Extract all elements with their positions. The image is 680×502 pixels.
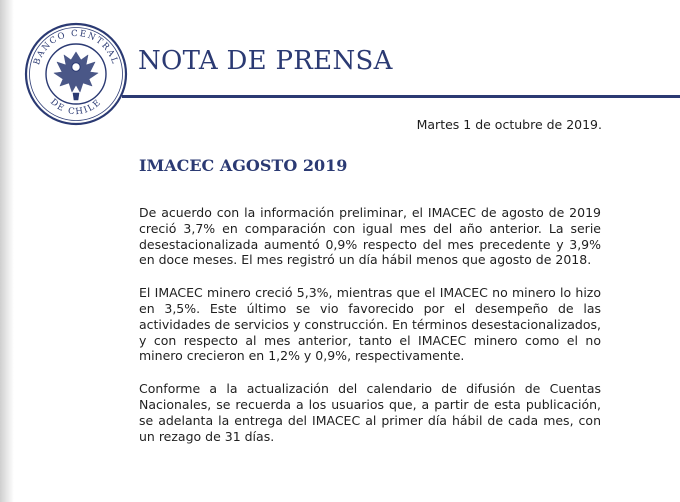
paragraph: Conforme a la actualización del calendario de difusión de Cuentas Nacionales, se recuerda a los usuarios que, a partir de esta publicación, se adelanta la entrega del IMACEC al primer día hábil de cada mes, con un rezago de 31 días. bbox=[139, 381, 601, 444]
release-date: Martes 1 de octubre de 2019. bbox=[416, 117, 602, 132]
body-text bbox=[139, 205, 601, 461]
press-release-title: NOTA DE PRENSA bbox=[138, 46, 393, 76]
header-divider bbox=[122, 95, 680, 98]
paragraph: El IMACEC minero creció 5,3%, mientras que el IMACEC no minero lo hizo en 3,5%. Este último se vio favorecido por el desempeño de las actividades de servicios y construcción. En términos desestacionalizados, y con respecto al mes anterior, tanto el IMACEC minero como el no minero crecieron en 1,2% y 0,9%, respectivamente. bbox=[139, 285, 601, 364]
page-edge-shadow bbox=[0, 0, 14, 502]
svg-text:DE CHILE: DE CHILE bbox=[48, 97, 104, 118]
svg-text:BANCO CENTRAL: BANCO CENTRAL bbox=[32, 28, 120, 67]
section-title: IMACEC AGOSTO 2019 bbox=[139, 156, 348, 175]
paragraph: De acuerdo con la información preliminar, el IMACEC de agosto de 2019 creció 3,7% en comparación con igual mes del año anterior. La serie desestacionalizada aumentó 0,9% respecto del mes precedente y 3,9% en doce meses. El mes registró un día hábil menos que agosto de 2018. bbox=[139, 205, 601, 268]
banco-central-seal-logo bbox=[24, 22, 128, 126]
